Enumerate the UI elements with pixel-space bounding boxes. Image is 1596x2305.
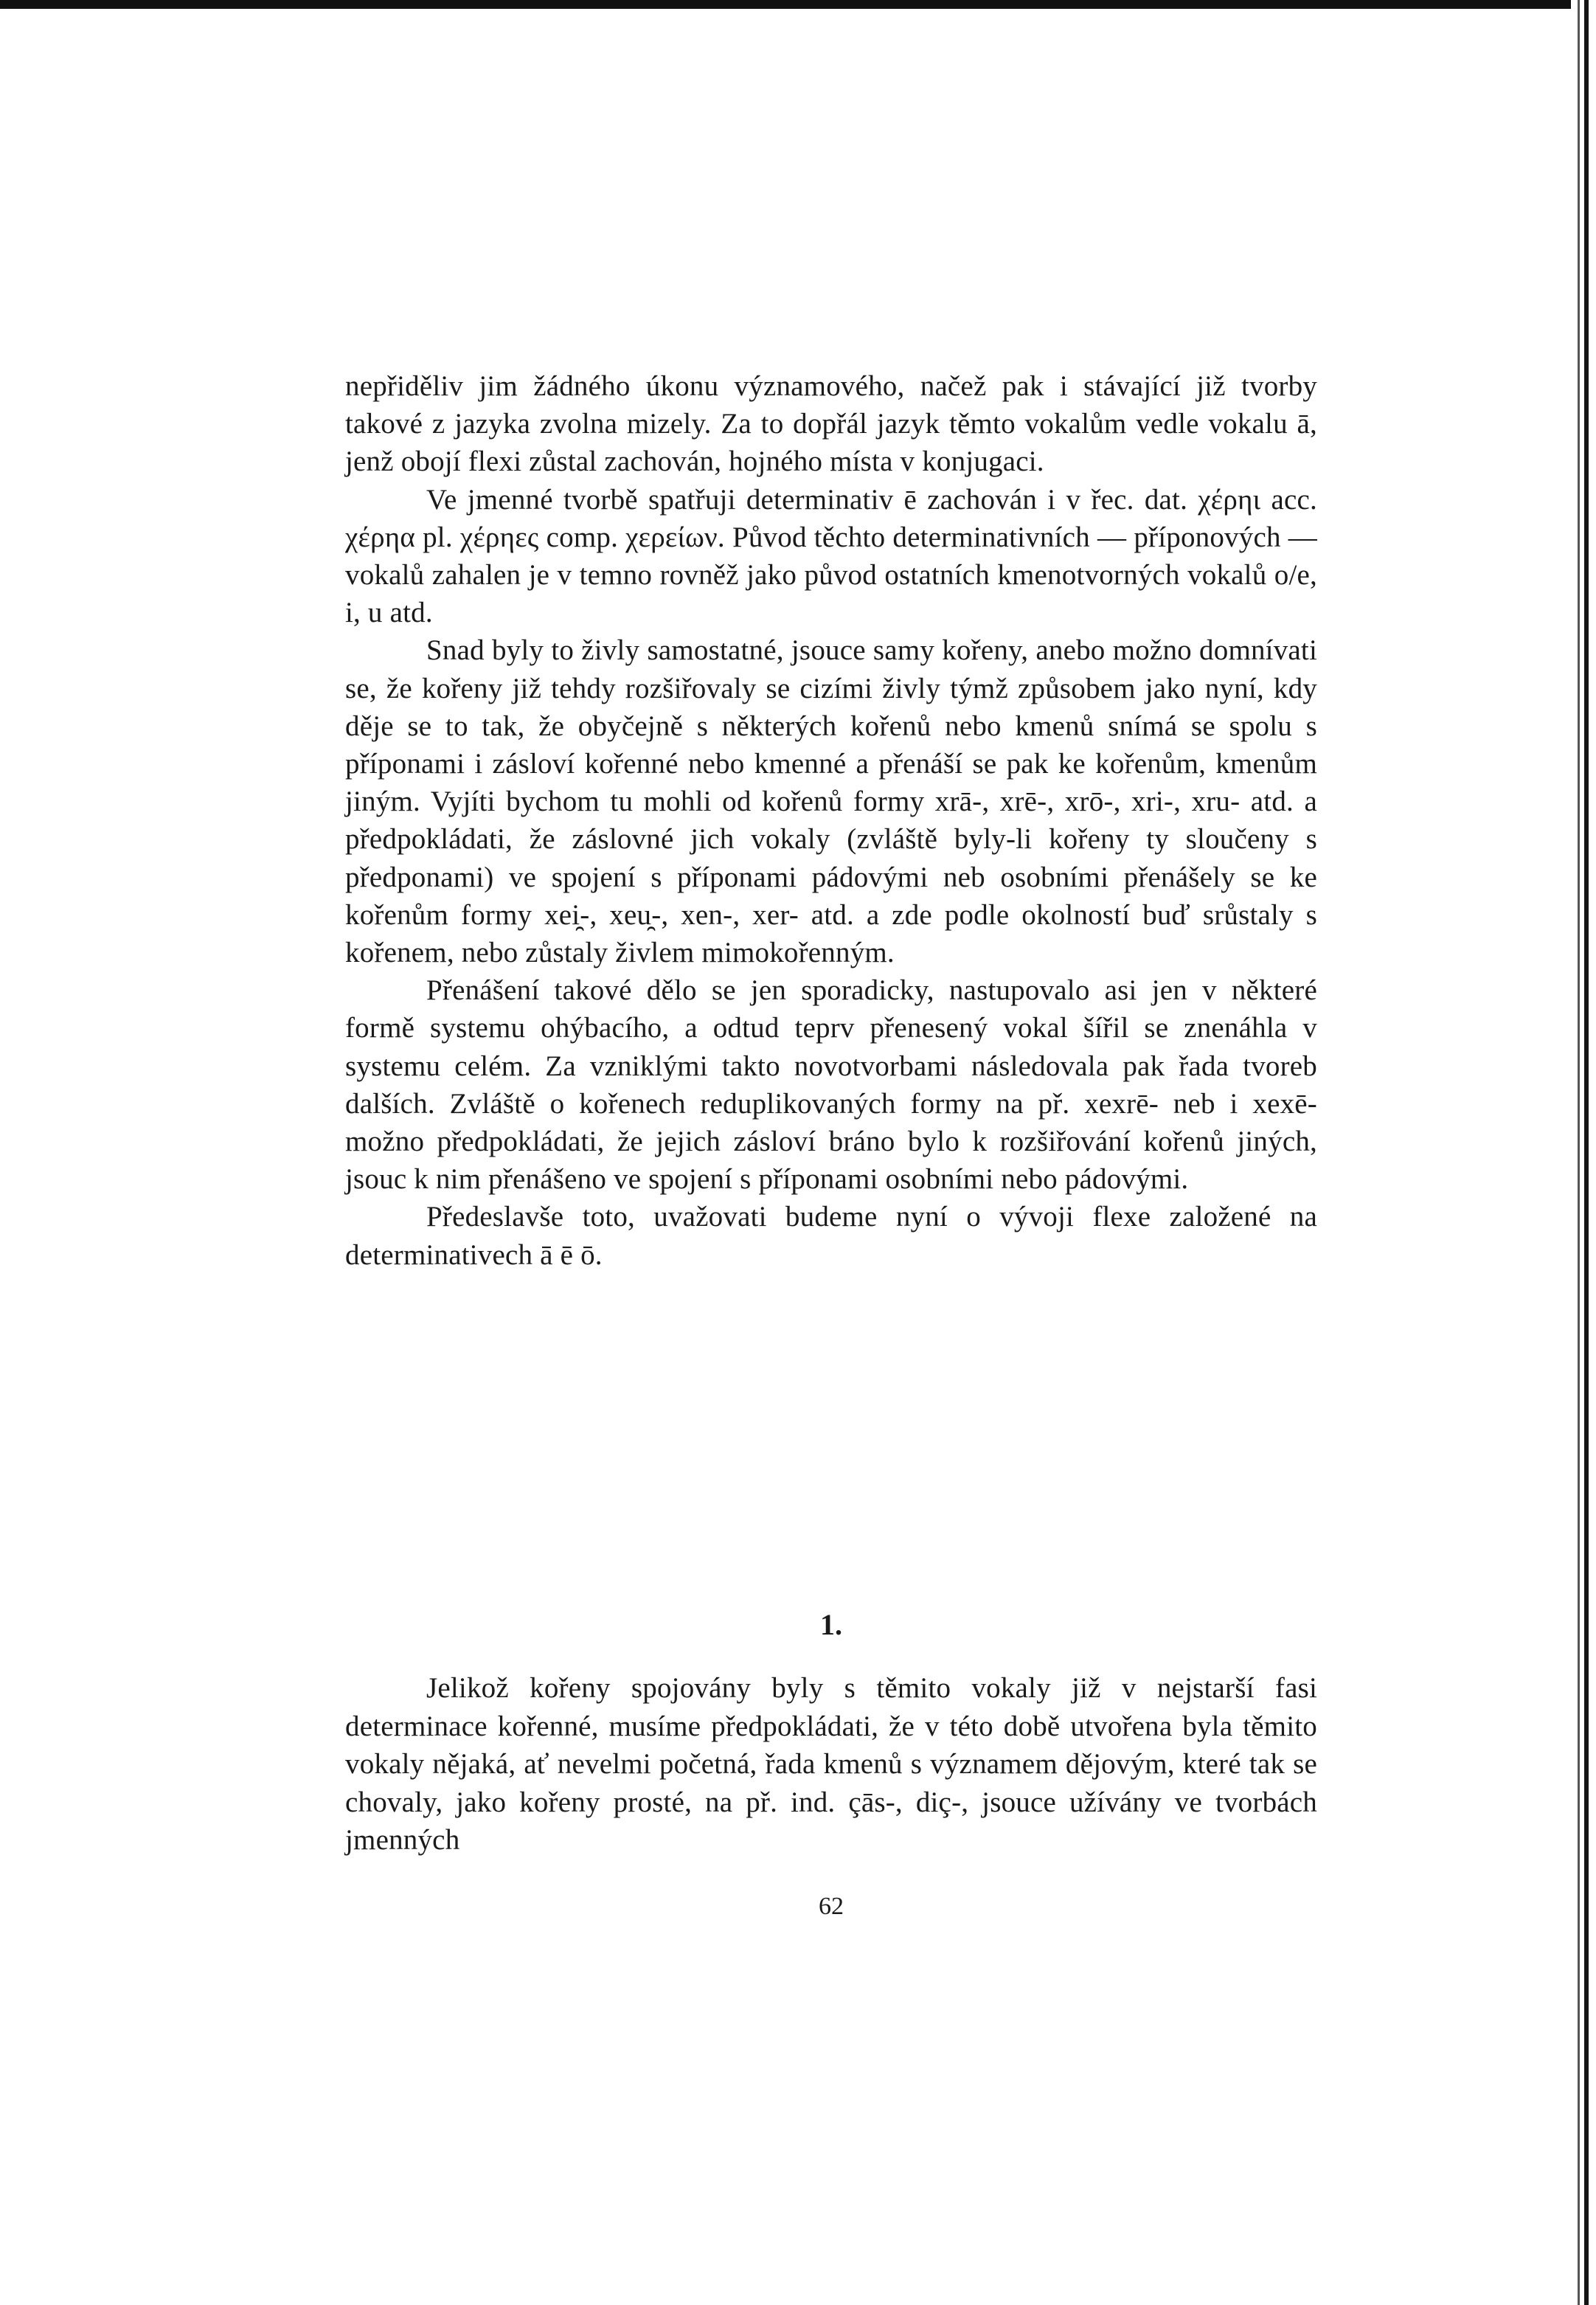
page-number: 62 — [819, 1893, 844, 1920]
scan-edge-line — [1584, 0, 1589, 2305]
paragraph-1: nepřiděliv jim žádného úkonu významového, načež pak i stávající již tvorby takové z jazyka zvolna mizely. Za to dopřál jazyk těmto vokalům vedle vokalu ā, jenž obojí flexi zůstal zachován, hojného místa v konjugaci. — [345, 370, 1317, 478]
scan-border-right — [1571, 0, 1596, 2305]
body-text — [345, 367, 1317, 1274]
paragraph-4: Přenášení takové dělo se jen sporadicky, nastupovalo asi jen v některé formě systemu ohýbacího, a odtud teprv přenesený vokal šířil se znenáhla v systemu celém. Za vzniklými takto novotvorbami následovala pak řada tvoreb dalších. Zvláště o kořenech reduplikovaných formy na př. xexrē- neb i xexē- možno předpokládati, že jejich zásloví bráno bylo k rozšiřování kořenů jiných, jsouc k nim přenášeno ve spojení s příponami osobními nebo pádovými. — [345, 974, 1317, 1196]
section-body-text — [345, 1669, 1317, 1859]
scan-border-top — [0, 0, 1596, 9]
paragraph-5: Předeslavše toto, uvažovati budeme nyní o vývoji flexe založené na determinativech ā ē ō. — [345, 1201, 1317, 1271]
paragraph-2: Ve jmenné tvorbě spatřuji determinativ ē zachován i v řec. dat. χέρηι acc. χέρηα pl. χέρηες comp. χερείων. Původ těchto determinativních — příponových — vokalů zahalen je v temno rovněž jako původ ostatních kmenotvorných vokalů o/e, i, u atd. — [345, 483, 1317, 629]
scan-edge-shadow — [1578, 0, 1580, 2305]
paragraph-3: Snad byly to živly samostatné, jsouce samy kořeny, anebo možno domnívati se, že kořeny již tehdy rozšiřovaly se cizími živly týmž způsobem jako nyní, kdy děje se to tak, že obyčejně s některých kořenů nebo kmenů snímá se spolu s příponami i zásloví kořenné nebo kmenné a přenáší se pak ke kořenům, kmenům jiným. Vyjíti bychom tu mohli od kořenů formy xrā-, xrē-, xrō-, xri-, xru- atd. a předpokládati, že záslovné jich vokaly (zvláště byly-li kořeny ty sloučeny s předponami) ve spojení s příponami pádovými neb osobními přenášely se ke kořenům formy xei̯-, xeu̯-, xen-, xer- atd. a zde podle okolností buď srůstaly s kořenem, nebo zůstaly živlem mimokořenným. — [345, 634, 1317, 969]
section-heading-number: 1. — [820, 1608, 842, 1641]
paragraph-6: Jelikož kořeny spojovány byly s těmito vokaly již v nejstarší fasi determinace kořenné, musíme předpokládati, že v této době utvořena byla těmito vokaly nějaká, ať nevelmi početná, řada kmenů s významem dějovým, které tak se chovaly, jako kořeny prosté, na př. ind. çās-, diç-, jsouce užívány ve tvorbách jmenných — [345, 1672, 1317, 1857]
